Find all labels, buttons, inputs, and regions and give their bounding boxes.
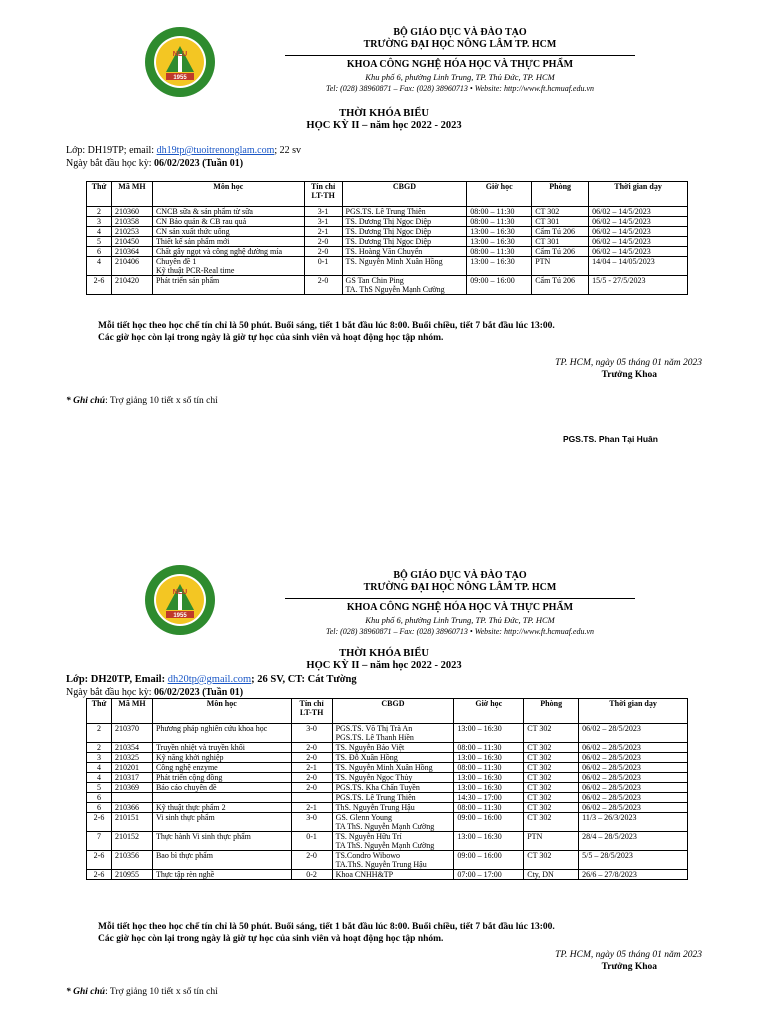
signer-name: PGS.TS. Phan Tại Huân (563, 434, 658, 444)
table-cell: 07:00 – 17:00 (454, 870, 524, 880)
table-cell: 210450 (111, 237, 152, 247)
table-cell: Khoa CNHH&TP (332, 870, 454, 880)
table-cell: 5/5 – 28/5/2023 (579, 851, 688, 870)
table-cell: 210152 (111, 832, 152, 851)
table-cell: TS.Condro Wibowo TA.ThS. Nguyễn Trung Hậu (332, 851, 454, 870)
schedule-section-1 (0, 0, 768, 500)
table-cell: 2-1 (291, 803, 332, 813)
table-cell: 210360 (111, 207, 152, 217)
svg-text:NLU: NLU (172, 589, 188, 596)
table-cell: 3-0 (291, 724, 332, 743)
table-cell: 6 (87, 793, 112, 803)
table-header-row: Thứ Mã MH Môn học Tín chỉ LT-TH CBGD Giờ học Phòng Thời gian dạy (87, 182, 688, 207)
table-cell: 2-0 (291, 783, 332, 793)
semester-start: Ngày bắt đầu học kỳ: 06/02/2023 (Tuần 01) (66, 687, 244, 698)
table-cell: CT 302 (524, 724, 579, 743)
table-row (87, 276, 688, 295)
faculty-name: KHOA CÔNG NGHỆ HÓA HỌC VÀ THỰC PHẨM (346, 602, 574, 613)
table-cell: 210420 (111, 276, 152, 295)
table-cell: 2-0 (291, 753, 332, 763)
table-cell: 210406 (111, 257, 152, 276)
table-cell: TS. Đỗ Xuân Hồng (332, 753, 454, 763)
table-cell: 06/02 – 28/5/2023 (579, 783, 688, 793)
table-cell: Thiết kế sản phẩm mới (152, 237, 304, 247)
table-cell: CT 302 (524, 783, 579, 793)
schedule-title: THỜI KHÓA BIỂU HỌC KỲ II – năm học 2022 - 2023 (306, 648, 462, 671)
ministry-name: BỘ GIÁO DỤC VÀ ĐÀO TẠO (393, 27, 527, 38)
table-cell: 06/02 – 28/5/2023 (579, 793, 688, 803)
university-logo (144, 564, 216, 636)
schedule-section-2 (0, 540, 768, 1024)
table-cell: 3-1 (304, 217, 342, 227)
table-cell: PGS.TS. Võ Thị Trà An PGS.TS. Lê Thanh Hiền (332, 724, 454, 743)
table-cell: 06/02 – 28/5/2023 (579, 753, 688, 763)
class-email-link[interactable]: dh19tp@tuoitrenonglam.com (156, 145, 275, 156)
table-cell: 7 (87, 832, 112, 851)
table-cell: TS. Nguyễn Hữu Trí TA ThS. Nguyễn Mạnh Cường (332, 832, 454, 851)
semester-start: Ngày bắt đầu học kỳ: 06/02/2023 (Tuần 01) (66, 158, 244, 169)
table-cell: 210369 (111, 783, 152, 793)
table-header-row: Thứ Mã MH Môn học Tín chỉ LT-TH CBGD Giờ học Phòng Thời gian dạy (87, 699, 688, 724)
table-cell: CT 302 (524, 851, 579, 870)
table-cell: Cẩm Tú 206 (532, 276, 589, 295)
table-cell: CN Bảo quản & CB rau quả (152, 217, 304, 227)
table-cell: GS Tan Chin Ping TA. ThS Nguyễn Mạnh Cường (342, 276, 467, 295)
table-row (87, 851, 688, 870)
table-cell: Phát triển sản phẩm (152, 276, 304, 295)
table-cell: 2-0 (291, 851, 332, 870)
table-cell: Phương pháp nghiên cứu khoa học (152, 724, 291, 743)
table-cell: Báo cáo chuyên đề (152, 783, 291, 793)
table-cell: 06/02 – 28/5/2023 (579, 743, 688, 753)
table-cell: TS. Dương Thị Ngọc Diệp (342, 237, 467, 247)
table-cell: ThS. Nguyễn Trung Hậu (332, 803, 454, 813)
table-cell: 210955 (111, 870, 152, 880)
table-cell: 08:00 – 11:30 (454, 763, 524, 773)
table-cell: 210370 (111, 724, 152, 743)
table-row (87, 247, 688, 257)
table-row (87, 773, 688, 783)
ministry-name: BỘ GIÁO DỤC VÀ ĐÀO TẠO (393, 570, 527, 581)
table-cell: CNCB sữa & sản phẩm từ sữa (152, 207, 304, 217)
table-cell: 210151 (111, 813, 152, 832)
table-cell: TS. Nguyễn Minh Xuân Hồng (342, 257, 467, 276)
table-cell: 14/04 – 14/05/2023 (589, 257, 688, 276)
schedule-title: THỜI KHÓA BIỂU HỌC KỲ II – năm học 2022 - 2023 (306, 108, 462, 131)
table-cell: 210201 (111, 763, 152, 773)
table-cell: 4 (87, 227, 112, 237)
table-cell: 2 (87, 724, 112, 743)
table-cell: 13:00 – 16:30 (454, 753, 524, 763)
table-cell: 13:00 – 16:30 (467, 237, 532, 247)
table-cell: Cẩm Tú 206 (532, 227, 589, 237)
footnote: * Ghi chú: Trợ giảng 10 tiết x số tín chỉ (66, 396, 218, 406)
table-cell: 2-0 (291, 743, 332, 753)
table-row (87, 257, 688, 276)
table-cell: 28/4 – 28/5/2023 (579, 832, 688, 851)
table-cell: 06/02 – 14/5/2023 (589, 217, 688, 227)
table-row (87, 793, 688, 803)
faculty-address: Khu phố 6, phường Linh Trung, TP. Thủ Đức, TP. HCM (365, 615, 555, 625)
period-note: Mỗi tiết học theo học chế tín chỉ là 50 phút. Buổi sáng, tiết 1 bắt đầu lúc 8:00. Buổi chiều, tiết 7 bắt đầu lúc 13:00. Các giờ học còn lại trong ngày là giờ tự học của sinh viên và hoạt động học tập nhóm. (98, 922, 555, 944)
table-cell: 13:00 – 16:30 (454, 783, 524, 793)
table-cell: 13:00 – 16:30 (467, 257, 532, 276)
table-cell: 06/02 – 14/5/2023 (589, 207, 688, 217)
table-row (87, 753, 688, 763)
table-row (87, 237, 688, 247)
table-cell: TS. Nguyễn Minh Xuân Hồng (332, 763, 454, 773)
table-cell: CT 302 (524, 763, 579, 773)
table-cell: 0-1 (304, 257, 342, 276)
table-row (87, 832, 688, 851)
timetable (86, 698, 688, 880)
table-cell: 6 (87, 247, 112, 257)
table-cell: CT 302 (524, 803, 579, 813)
table-cell: Công nghệ enzyme (152, 763, 291, 773)
table-cell: 5 (87, 237, 112, 247)
table-row (87, 724, 688, 743)
table-row (87, 783, 688, 793)
table-cell: CT 301 (532, 217, 589, 227)
table-cell: 06/02 – 14/5/2023 (589, 237, 688, 247)
table-cell: 08:00 – 11:30 (467, 247, 532, 257)
class-info: Lớp: DH19TP; email: dh19tp@tuoitrenonglam.com; 22 sv (66, 145, 302, 156)
signature-block: TP. HCM, ngày 05 tháng 01 năm 2023 Trưởng Khoa (555, 358, 702, 380)
class-info: Lớp: DH20TP, Email: dh20tp@gmail.com; 26 SV, CT: Cát Tường (66, 674, 357, 685)
svg-text:1955: 1955 (173, 75, 187, 81)
table-cell: 13:00 – 16:30 (454, 724, 524, 743)
table-cell: TS. Nguyễn Bảo Việt (332, 743, 454, 753)
class-email-link[interactable]: dh20tp@gmail.com (167, 674, 252, 685)
table-cell: 2-0 (304, 247, 342, 257)
table-cell: 0-1 (291, 832, 332, 851)
table-cell: 210317 (111, 773, 152, 783)
table-cell: 06/02 – 28/5/2023 (579, 773, 688, 783)
table-cell: 06/02 – 28/5/2023 (579, 803, 688, 813)
table-cell: CT 302 (524, 753, 579, 763)
table-cell: 210366 (111, 803, 152, 813)
table-cell: 210358 (111, 217, 152, 227)
table-cell: Cẩm Tú 206 (532, 247, 589, 257)
table-row (87, 870, 688, 880)
table-cell: Chất gây ngọt và công nghệ đường mía (152, 247, 304, 257)
table-cell: PTN (524, 832, 579, 851)
table-cell: 13:00 – 16:30 (454, 773, 524, 783)
table-cell: Vi sinh thực phẩm (152, 813, 291, 832)
table-cell: 6 (87, 803, 112, 813)
school-header (270, 27, 650, 95)
table-cell: 210364 (111, 247, 152, 257)
table-cell: Chuyên đề 1 Kỹ thuật PCR-Real time (152, 257, 304, 276)
table-cell: 4 (87, 773, 112, 783)
faculty-contact: Tel: (028) 38960871 – Fax: (028) 38960713 • Website: http://www.ft.hcmuaf.edu.vn (325, 84, 595, 93)
table-cell (152, 793, 291, 803)
table-row (87, 803, 688, 813)
table-cell: 3-1 (304, 207, 342, 217)
table-cell: 06/02 – 28/5/2023 (579, 724, 688, 743)
faculty-contact: Tel: (028) 38960871 – Fax: (028) 38960713 • Website: http://www.ft.hcmuaf.edu.vn (325, 627, 595, 636)
footnote: * Ghi chú: Trợ giảng 10 tiết x số tín chỉ (66, 987, 218, 997)
table-cell: 2-6 (87, 851, 112, 870)
university-name: TRƯỜNG ĐẠI HỌC NÔNG LÂM TP. HCM (363, 582, 557, 593)
table-cell (111, 793, 152, 803)
table-cell: 2 (87, 743, 112, 753)
table-cell: GS. Glenn Young TA ThS. Nguyễn Mạnh Cường (332, 813, 454, 832)
table-row (87, 207, 688, 217)
table-cell: TS. Hoàng Văn Chuyển (342, 247, 467, 257)
school-header (270, 570, 650, 638)
table-cell: PGS.TS. Lê Trung Thiên (332, 793, 454, 803)
period-note: Mỗi tiết học theo học chế tín chỉ là 50 phút. Buổi sáng, tiết 1 bắt đầu lúc 8:00. Buổi chiều, tiết 7 bắt đầu lúc 13:00. Các giờ học còn lại trong ngày là giờ tự học của sinh viên và hoạt động học tập nhóm. (98, 321, 555, 343)
table-cell: 210354 (111, 743, 152, 753)
table-cell: 4 (87, 763, 112, 773)
table-cell: 3 (87, 753, 112, 763)
table-row (87, 743, 688, 753)
table-cell: 2-0 (304, 276, 342, 295)
table-cell: 210253 (111, 227, 152, 237)
table-cell: 2-6 (87, 870, 112, 880)
table-cell: 26/6 – 27/8/2023 (579, 870, 688, 880)
university-logo (144, 26, 216, 98)
header-divider (285, 55, 635, 56)
table-cell: PTN (532, 257, 589, 276)
table-cell: 09:00 – 16:00 (454, 813, 524, 832)
timetable (86, 181, 688, 295)
table-cell: CT 302 (532, 207, 589, 217)
table-cell: 3 (87, 217, 112, 227)
table-cell (291, 793, 332, 803)
table-cell: TS. Nguyễn Ngọc Thủy (332, 773, 454, 783)
table-cell: PGS.TS. Kha Chấn Tuyền (332, 783, 454, 793)
table-cell: 08:00 – 11:30 (467, 207, 532, 217)
svg-text:1955: 1955 (173, 613, 187, 619)
university-name: TRƯỜNG ĐẠI HỌC NÔNG LÂM TP. HCM (363, 39, 557, 50)
table-cell: Kỹ thuật thực phẩm 2 (152, 803, 291, 813)
table-cell: 5 (87, 783, 112, 793)
table-row (87, 217, 688, 227)
table-cell: 210356 (111, 851, 152, 870)
table-cell: Phát triển cộng đồng (152, 773, 291, 783)
table-cell: 0-2 (291, 870, 332, 880)
table-cell: Truyền nhiệt và truyền khối (152, 743, 291, 753)
table-cell: Kỹ năng khởi nghiệp (152, 753, 291, 763)
table-cell: 2-6 (87, 813, 112, 832)
table-cell: CT 302 (524, 793, 579, 803)
table-cell: Thực tập rèn nghề (152, 870, 291, 880)
table-cell: CN sản xuất thức uống (152, 227, 304, 237)
table-cell: Cty, DN (524, 870, 579, 880)
faculty-name: KHOA CÔNG NGHỆ HÓA HỌC VÀ THỰC PHẨM (346, 59, 574, 70)
table-cell: 06/02 – 28/5/2023 (579, 763, 688, 773)
table-cell: 2-1 (291, 763, 332, 773)
table-cell: Thực hành Vi sinh thực phẩm (152, 832, 291, 851)
svg-text:NLU: NLU (172, 51, 188, 58)
table-cell: 2-0 (291, 773, 332, 783)
table-cell: 06/02 – 14/5/2023 (589, 227, 688, 237)
table-row (87, 813, 688, 832)
table-cell: 11/3 – 26/3/2023 (579, 813, 688, 832)
header-divider (285, 598, 635, 599)
table-cell: 2-6 (87, 276, 112, 295)
table-row (87, 227, 688, 237)
table-cell: CT 302 (524, 743, 579, 753)
table-cell: TS. Dương Thị Ngọc Diệp (342, 227, 467, 237)
table-cell: CT 302 (524, 773, 579, 783)
table-row (87, 763, 688, 773)
table-cell: 210325 (111, 753, 152, 763)
table-cell: 3-0 (291, 813, 332, 832)
table-cell: 13:00 – 16:30 (454, 832, 524, 851)
table-cell: CT 301 (532, 237, 589, 247)
table-cell: TS. Dương Thị Ngọc Diệp (342, 217, 467, 227)
table-cell: 4 (87, 257, 112, 276)
table-cell: 15/5 - 27/5/2023 (589, 276, 688, 295)
table-cell: 09:00 – 16:00 (467, 276, 532, 295)
table-cell: 14:30 – 17:00 (454, 793, 524, 803)
table-cell: 06/02 – 14/5/2023 (589, 247, 688, 257)
table-cell: 2-0 (304, 237, 342, 247)
table-cell: 13:00 – 16:30 (467, 227, 532, 237)
table-cell: Bao bì thực phẩm (152, 851, 291, 870)
table-cell: 08:00 – 11:30 (467, 217, 532, 227)
signature-block: TP. HCM, ngày 05 tháng 01 năm 2023 Trưởng Khoa (555, 950, 702, 972)
faculty-address: Khu phố 6, phường Linh Trung, TP. Thủ Đức, TP. HCM (365, 72, 555, 82)
table-cell: 2-1 (304, 227, 342, 237)
table-cell: 08:00 – 11:30 (454, 803, 524, 813)
table-cell: 2 (87, 207, 112, 217)
table-cell: CT 302 (524, 813, 579, 832)
table-cell: PGS.TS. Lê Trung Thiên (342, 207, 467, 217)
table-cell: 08:00 – 11:30 (454, 743, 524, 753)
table-cell: 09:00 – 16:00 (454, 851, 524, 870)
